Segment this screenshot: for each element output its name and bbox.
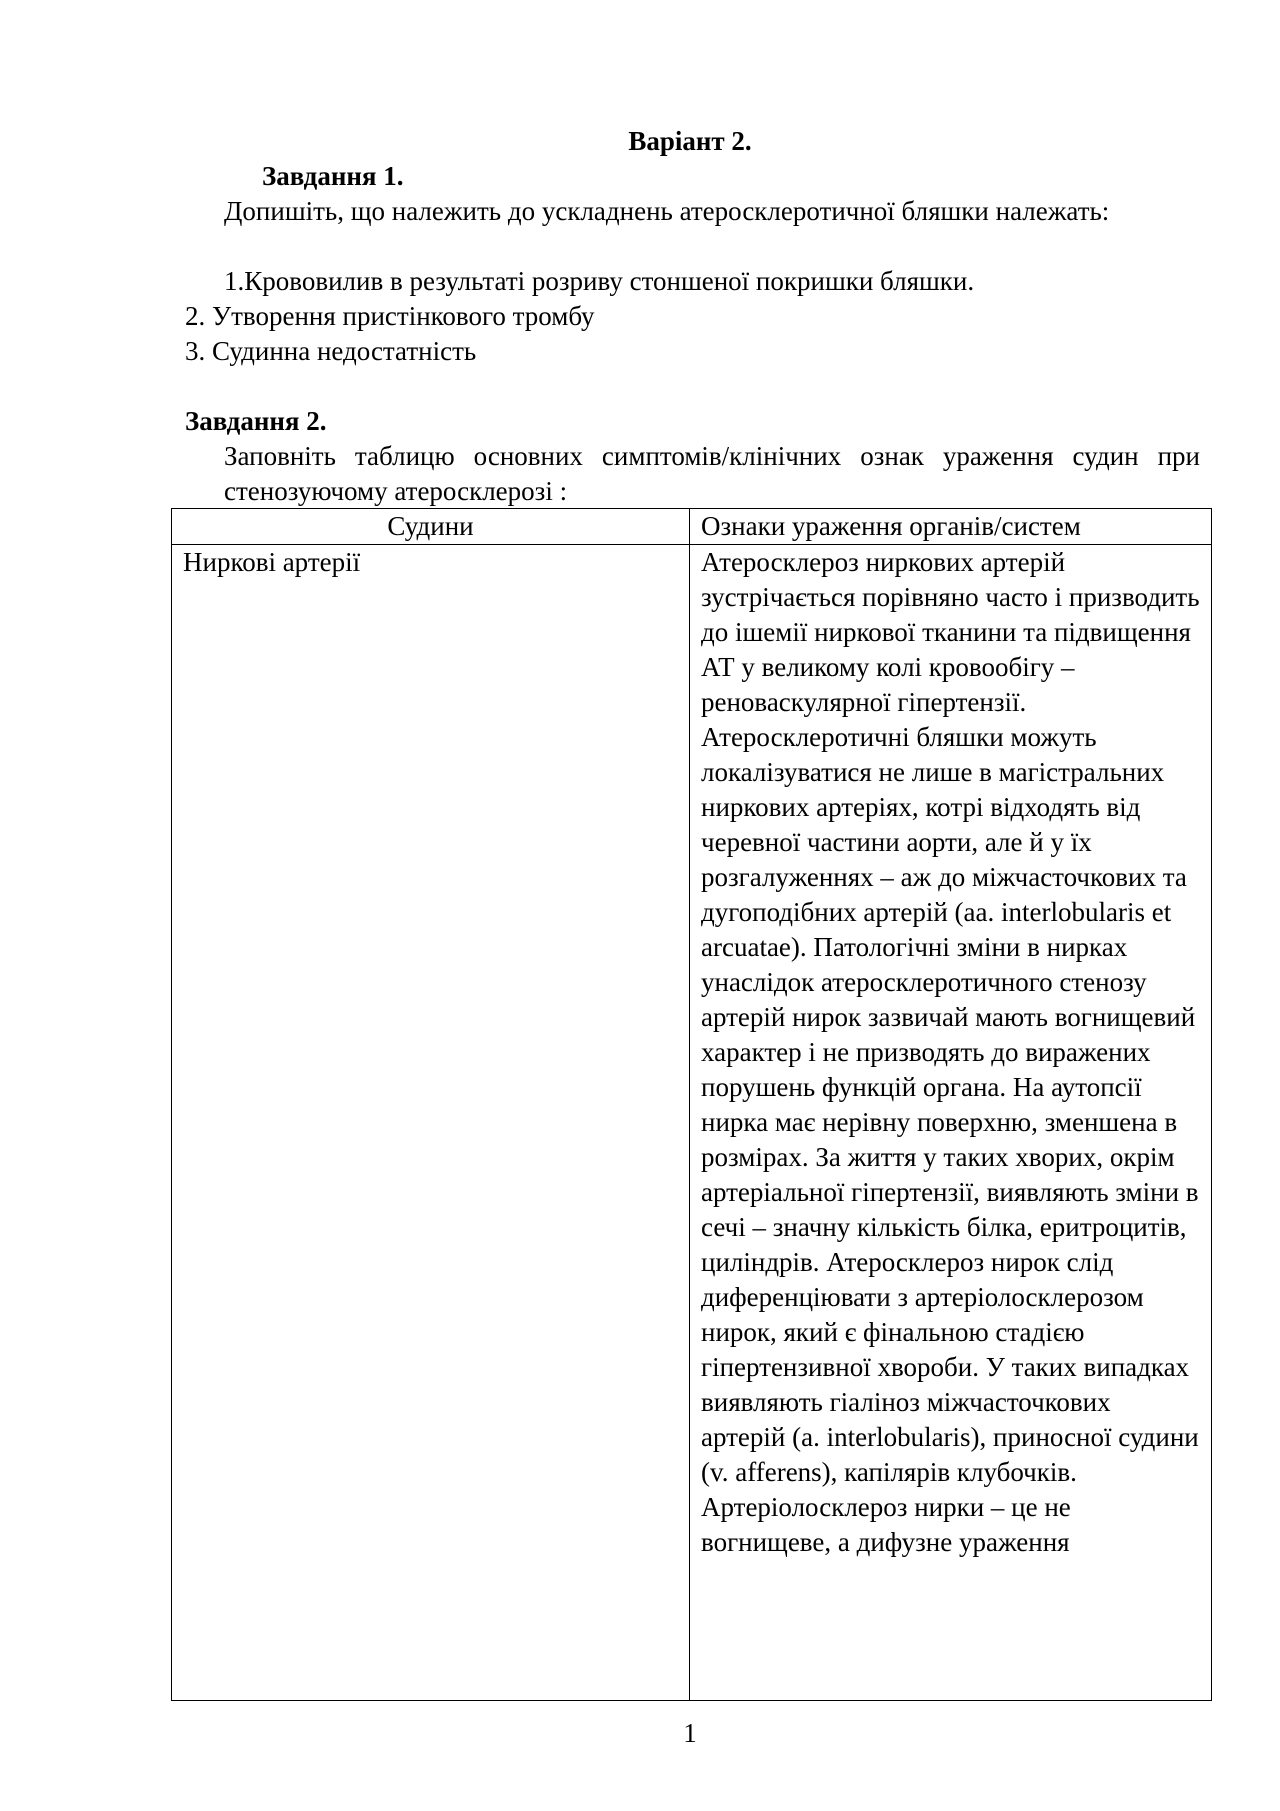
task1-answer-item-2: 2. Утворення пристінкового тромбу bbox=[185, 301, 595, 331]
page-title: Варіант 2. bbox=[628, 126, 752, 156]
task1-answer-item-3: 3. Судинна недостатність bbox=[185, 336, 477, 366]
task2-heading: Завдання 2. bbox=[185, 406, 327, 436]
task2-instruction: Заповніть таблицю основних симптомів/клінічних ознак ураження судин при стенозуючому атеросклерозі : bbox=[224, 441, 1200, 506]
symptoms-table bbox=[171, 508, 1212, 1701]
task1-answer-item-1: 1.Крововилив в результаті розриву стоншеної покришки бляшки. bbox=[224, 266, 975, 296]
column-header-vessels: Судини bbox=[172, 509, 690, 545]
page-number: 1 bbox=[683, 1718, 697, 1748]
signs-cell bbox=[690, 545, 1212, 1701]
task1-instruction: Допишіть, що належить до ускладнень атеросклеротичної бляшки належать: bbox=[224, 196, 1110, 226]
table-header-row bbox=[172, 509, 1212, 545]
task1-heading: Завдання 1. bbox=[262, 161, 404, 191]
vessel-cell: Ниркові артерії bbox=[172, 545, 690, 1701]
column-header-signs: Ознаки ураження органів/систем bbox=[690, 509, 1212, 545]
signs-text: Атеросклероз ниркових артерій зустрічається порівняно часто і призводить до ішемії ниркової тканини та підвищення АТ у великому колі кровообігу – реноваскулярної гіпертензії. Атеросклеротичні бляшки можуть локалізуватися не лише в магістральних ниркових артеріях, котрі відходять від черевної частини аорти, але й у їх розгалуженнях – аж до міжчасточкових та дугоподібних артерій (aa. interlobularis et arcuatae). Патологічні зміни в нирках унаслідок атеросклеротичного стенозу артерій нирок зазвичай мають вогнищевий характер і не призводять до виражених порушень функцій органа. На аутопсії нирка має нерівну поверхню, зменшена в розмірах. За життя у таких хворих, окрім артеріальної гіпертензії, виявляють зміни в сечі – значну кількість білка, еритроцитів, циліндрів. Атеросклероз нирок слід диференціювати з артеріолосклерозом нирок, який є фінальною стадією гіпертензивної хвороби. У таких випадках виявляють гіаліноз міжчасточкових артерій (a. interlobularis), приносної судини (v. afferens), капілярів клубочків. Артеріолосклероз нирки – це не вогнищеве, а дифузне ураження bbox=[701, 547, 1200, 1557]
table-row bbox=[172, 545, 1212, 1701]
